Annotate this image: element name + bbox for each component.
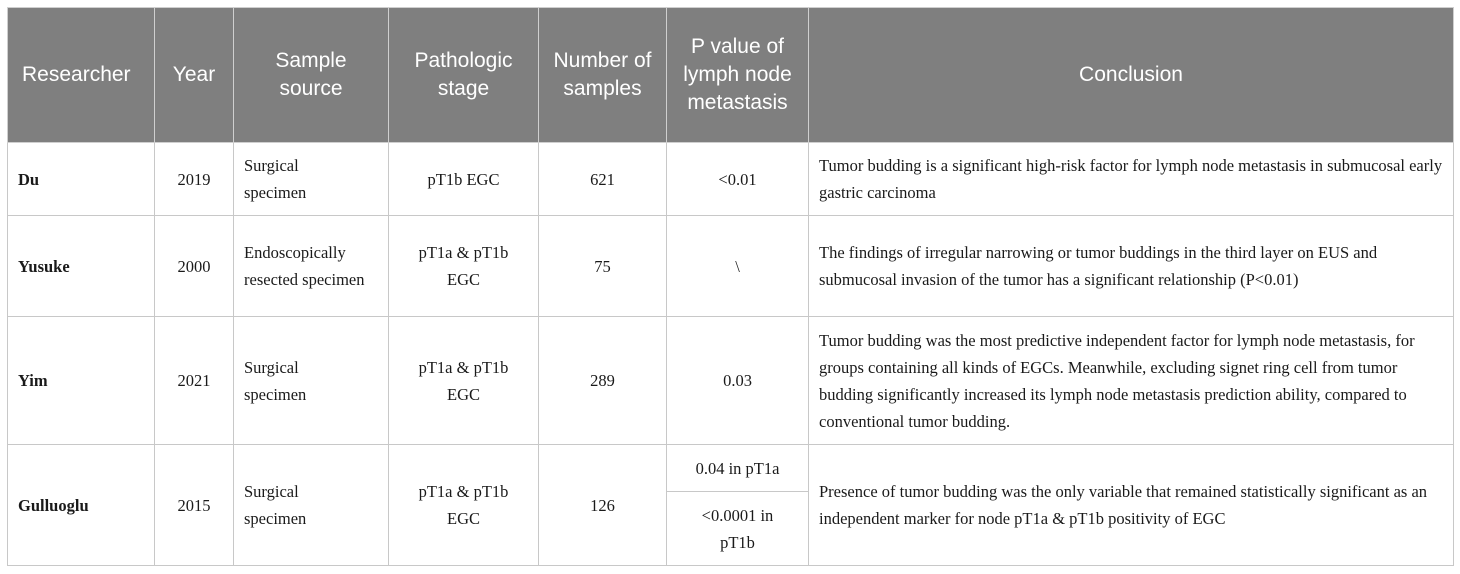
cell-pathologic-stage: pT1a & pT1b EGC	[389, 317, 539, 445]
cell-researcher: Yim	[8, 317, 155, 445]
cell-sample-source: Surgical specimen	[234, 445, 389, 566]
cell-p-value-pt1a: 0.04 in pT1a	[667, 445, 809, 492]
cell-conclusion: Tumor budding was the most predictive independent factor for lymph node metastasis, for groups containing all kinds of EGCs. Meanwhile, excluding signet ring cell from tumor budding significantly increased its lymph node metastasis prediction ability, compared to conventional tumor budding.	[809, 317, 1454, 445]
cell-pathologic-stage: pT1a & pT1b EGC	[389, 216, 539, 317]
cell-year: 2019	[155, 143, 234, 216]
header-year: Year	[155, 8, 234, 143]
cell-pathologic-stage: pT1a & pT1b EGC	[389, 445, 539, 566]
cell-p-value: <0.01	[667, 143, 809, 216]
cell-p-value: \	[667, 216, 809, 317]
cell-sample-source: Surgical specimen	[234, 317, 389, 445]
cell-sample-source: Endoscopically resected specimen	[234, 216, 389, 317]
cell-p-value: 0.03	[667, 317, 809, 445]
cell-sample-source: Surgical specimen	[234, 143, 389, 216]
cell-researcher: Yusuke	[8, 216, 155, 317]
cell-year: 2021	[155, 317, 234, 445]
table-row	[8, 216, 1454, 317]
header-p-value: P value of lymph node metastasis	[667, 8, 809, 143]
cell-number-of-samples: 621	[539, 143, 667, 216]
header-researcher: Researcher	[8, 8, 155, 143]
cell-conclusion: Tumor budding is a significant high-risk factor for lymph node metastasis in submucosal early gastric carcinoma	[809, 143, 1454, 216]
header-sample-source: Sample source	[234, 8, 389, 143]
table-row	[8, 317, 1454, 445]
header-conclusion: Conclusion	[809, 8, 1454, 143]
cell-year: 2015	[155, 445, 234, 566]
header-number-of-samples: Number of samples	[539, 8, 667, 143]
table-row	[8, 445, 1454, 492]
cell-number-of-samples: 126	[539, 445, 667, 566]
research-table	[7, 7, 1454, 566]
header-pathologic-stage: Pathologic stage	[389, 8, 539, 143]
cell-conclusion: The findings of irregular narrowing or tumor buddings in the third layer on EUS and submucosal invasion of the tumor has a significant relationship (P<0.01)	[809, 216, 1454, 317]
cell-pathologic-stage: pT1b EGC	[389, 143, 539, 216]
table-row	[8, 143, 1454, 216]
cell-p-value-pt1b: <0.0001 in pT1b	[667, 492, 809, 566]
cell-number-of-samples: 75	[539, 216, 667, 317]
cell-researcher: Gulluoglu	[8, 445, 155, 566]
cell-researcher: Du	[8, 143, 155, 216]
cell-number-of-samples: 289	[539, 317, 667, 445]
header-row	[8, 8, 1454, 143]
cell-year: 2000	[155, 216, 234, 317]
cell-conclusion: Presence of tumor budding was the only variable that remained statistically significant as an independent marker for node pT1a & pT1b positivity of EGC	[809, 445, 1454, 566]
